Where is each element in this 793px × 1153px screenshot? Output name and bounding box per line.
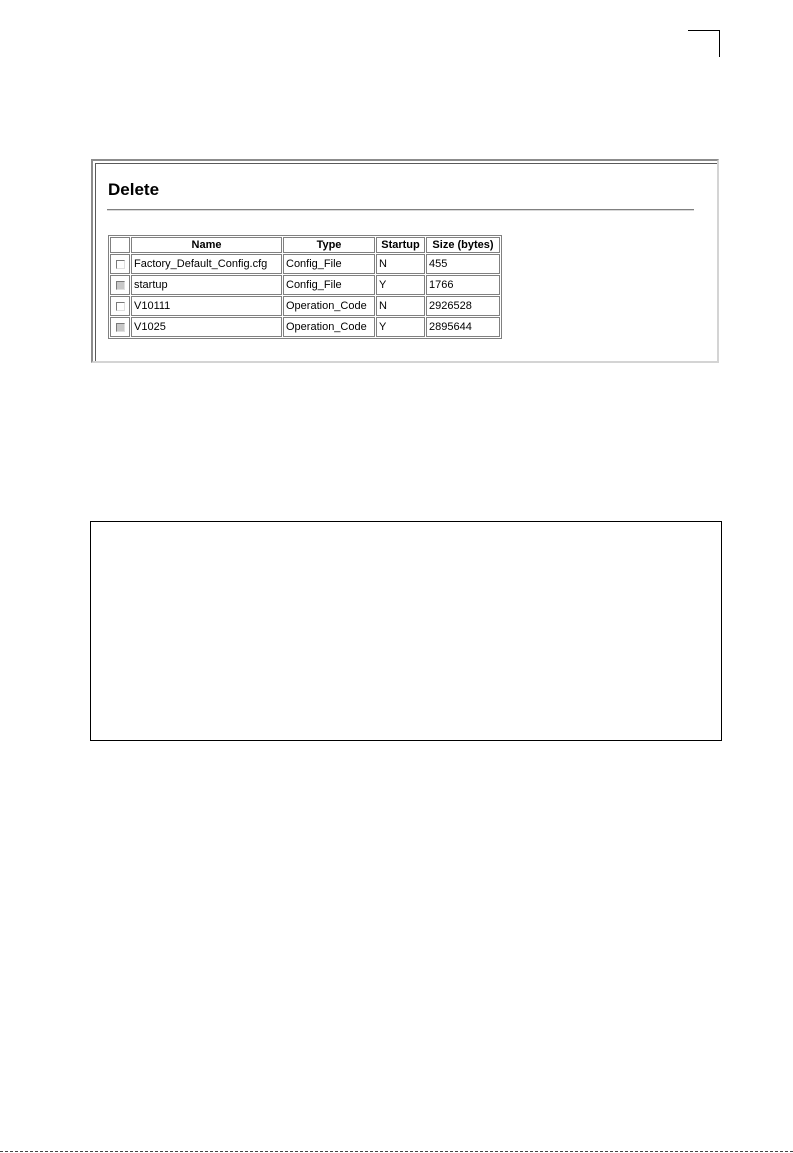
row-startup: Y: [376, 317, 425, 337]
row-select-cell: [110, 296, 130, 316]
row-select-checkbox[interactable]: [116, 302, 125, 311]
header-name: Name: [131, 237, 282, 253]
row-name: V10111: [131, 296, 282, 316]
table-row: [110, 317, 500, 337]
row-select-cell: [110, 317, 130, 337]
row-size: 2926528: [426, 296, 500, 316]
row-size: 1766: [426, 275, 500, 295]
row-size: 455: [426, 254, 500, 274]
row-select-cell: [110, 254, 130, 274]
header-size: Size (bytes): [426, 237, 500, 253]
file-table: [108, 235, 502, 339]
table-header-row: [110, 237, 500, 253]
cli-example-box: [90, 521, 722, 741]
row-select-checkbox[interactable]: [116, 260, 125, 269]
row-select-cell: [110, 275, 130, 295]
page-title: Delete: [108, 180, 160, 199]
row-name: Factory_Default_Config.cfg: [131, 254, 282, 274]
row-startup: Y: [376, 275, 425, 295]
row-name: startup: [131, 275, 282, 295]
row-select-checkbox-disabled: [116, 323, 125, 332]
row-type: Operation_Code: [283, 317, 375, 337]
row-type: Operation_Code: [283, 296, 375, 316]
row-type: Config_File: [283, 254, 375, 274]
header-type: Type: [283, 237, 375, 253]
header-startup: Startup: [376, 237, 425, 253]
row-select-checkbox-disabled: [116, 281, 125, 290]
table-row: [110, 296, 500, 316]
page-corner-mark: [688, 30, 720, 57]
row-name: V1025: [131, 317, 282, 337]
page-footer-rule: [0, 1151, 793, 1152]
delete-panel-inner: [95, 163, 717, 361]
row-startup: N: [376, 296, 425, 316]
delete-panel: [91, 159, 719, 363]
row-startup: N: [376, 254, 425, 274]
title-divider: [107, 209, 694, 211]
table-row: [110, 254, 500, 274]
table-row: [110, 275, 500, 295]
header-select: [110, 237, 130, 253]
row-size: 2895644: [426, 317, 500, 337]
row-type: Config_File: [283, 275, 375, 295]
